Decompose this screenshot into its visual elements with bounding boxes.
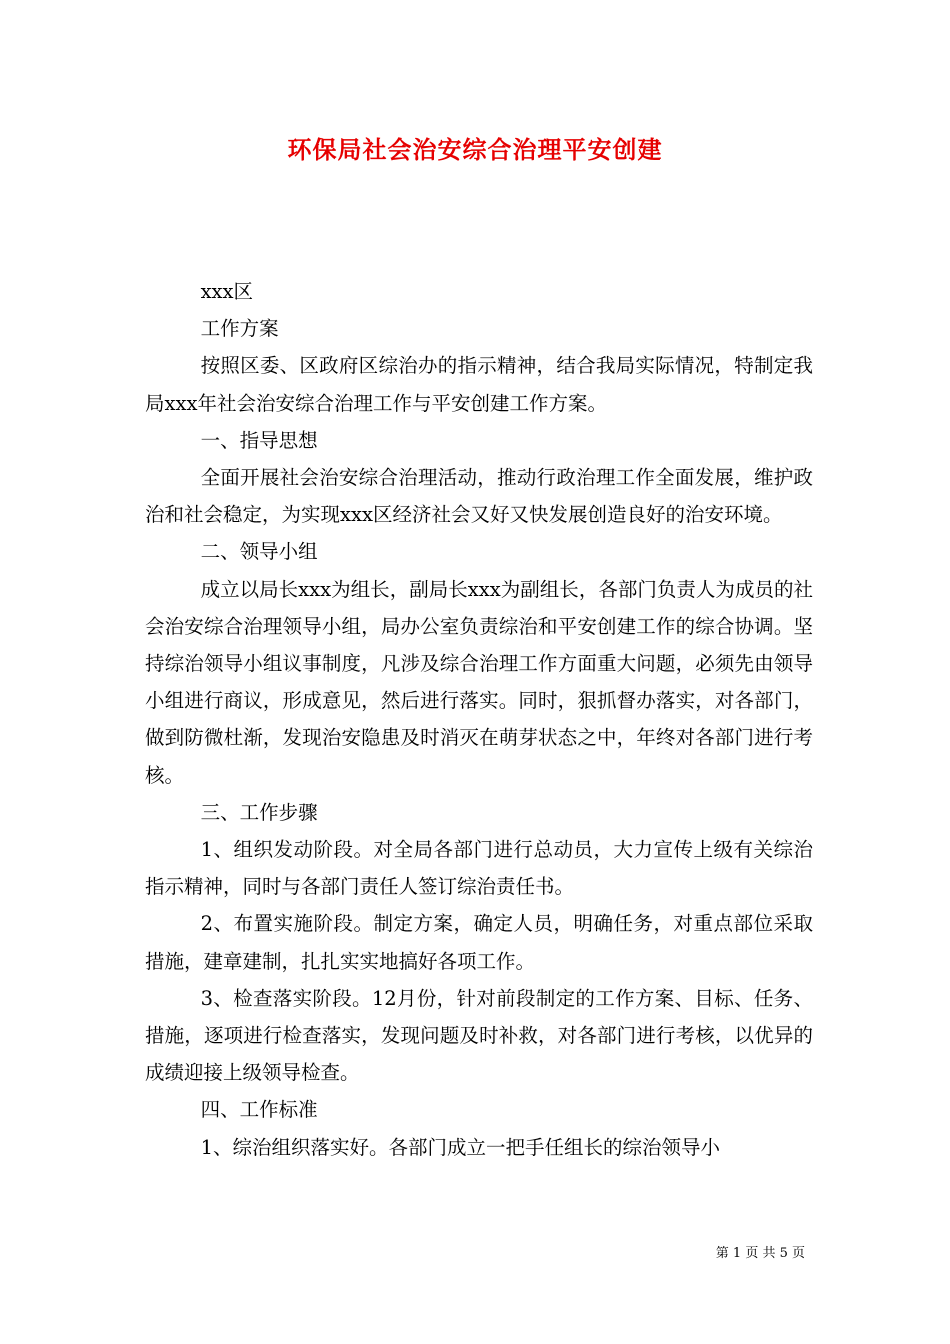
section-heading-guiding-thought: 一、指导思想	[200, 428, 318, 452]
page-number: 第 1 页 共 5 页	[715, 1246, 805, 1261]
paragraph-standard-1: 1、综治组织落实好。各部门成立一把手任组长的综治领导小	[200, 1135, 720, 1159]
section-heading-work-standards: 四、工作标准	[200, 1098, 318, 1122]
paragraph-step-1: 1、组织发动阶段。对全局各部门进行总动员，大力宣传上级有关综治指示精神，同时与各部门责任人签订综治责任书。	[145, 838, 813, 899]
paragraph-guiding-thought: 全面开展社会治安综合治理活动，推动行政治理工作全面发展，维护政治和社会稳定，为实现xxx区经济社会又好又快发展创造良好的治安环境。	[145, 466, 813, 527]
paragraph-step-2: 2、布置实施阶段。制定方案，确定人员，明确任务，对重点部位采取措施，建章建制，扎扎实实地搞好各项工作。	[145, 912, 813, 973]
section-heading-leadership-group: 二、领导小组	[200, 540, 318, 564]
section-heading-work-steps: 三、工作步骤	[200, 800, 318, 824]
document-body	[145, 273, 813, 1166]
paragraph-district: xxx区	[200, 280, 254, 303]
document-title: 环保局社会治安综合治理平安创建	[287, 135, 663, 164]
paragraph-leadership-group: 成立以局长xxx为组长，副局长xxx为副组长，各部门负责人为成员的社会治安综合治理领导小组，局办公室负责综治和平安创建工作的综合协调。坚持综治领导小组议事制度，凡涉及综合治理工作方面重大问题，必须先由领导小组进行商议，形成意见，然后进行落实。同时，狠抓督办落实，对各部门，做到防微杜渐，发现治安隐患及时消灭在萌芽状态之中，年终对各部门进行考核。	[145, 577, 813, 787]
paragraph-intro: 按照区委、区政府区综治办的指示精神，结合我局实际情况，特制定我局xxx年社会治安综合治理工作与平安创建工作方案。	[145, 354, 813, 415]
paragraph-step-3: 3、检查落实阶段。12月份，针对前段制定的工作方案、目标、任务、措施，逐项进行检查落实，发现问题及时补救，对各部门进行考核，以优异的成绩迎接上级领导检查。	[145, 986, 813, 1085]
paragraph-plan-label: 工作方案	[200, 317, 279, 341]
